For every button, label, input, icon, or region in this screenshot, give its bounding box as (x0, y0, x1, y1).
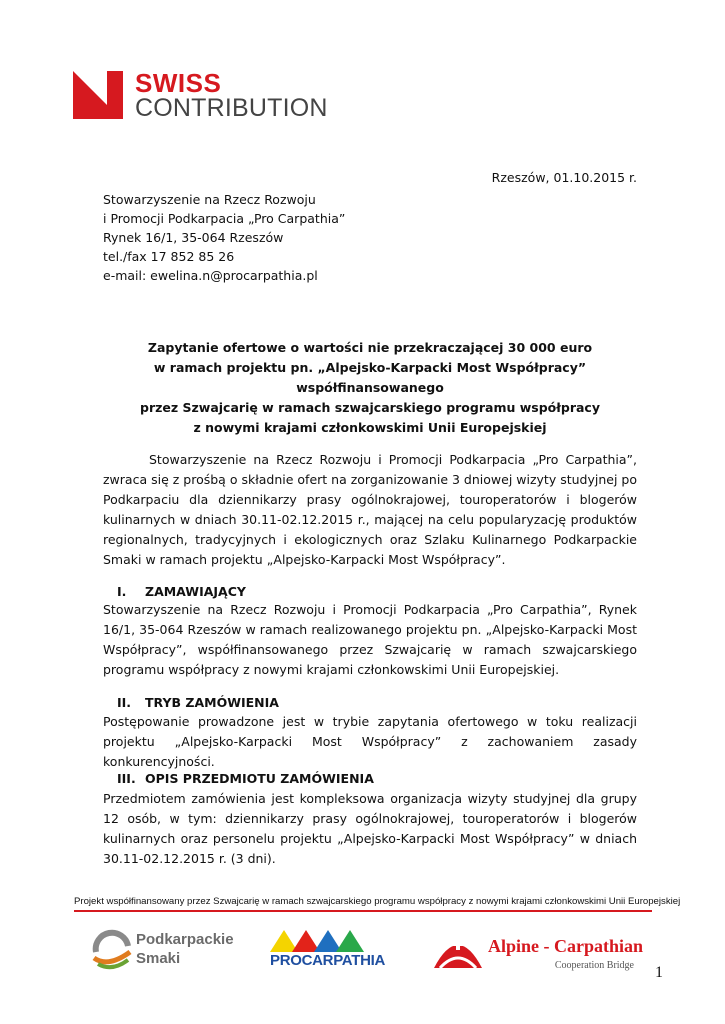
document-date: Rzeszów, 01.10.2015 r. (491, 170, 637, 185)
logo-pro-word: PRO (270, 952, 302, 969)
section-heading-2 (103, 694, 279, 712)
procarpathia-logo (268, 928, 386, 974)
address-line: tel./fax 17 852 85 26 (103, 249, 235, 264)
section-heading-3 (103, 770, 374, 788)
title-line: w ramach projektu pn. „Alpejsko-Karpacki Most Współpracy” współfinansowanego (153, 360, 587, 395)
section-text-3: Przedmiotem zamówienia jest kompleksowa organizacja wizyty studyjnej dla grupy 12 osób, w tym: dziennikarzy prasy ogólnokrajowej, touroperatorów i blogerów kulinarnych oraz personelu projektu „Alpejsko-Karpacki Most Współpracy” w dniach 30.11-02.12.2015 r. (3 dni). (103, 791, 637, 866)
section-number: III. (117, 771, 136, 786)
logo-carpathia-word: CARPATHIA (301, 952, 386, 969)
mountains-icon (268, 928, 378, 952)
swiss-contribution-logo (73, 68, 328, 123)
section-title: ZAMAWIAJĄCY (145, 584, 246, 599)
intro-paragraph: Stowarzyszenie na Rzecz Rozwoju i Promocji Podkarpacia „Pro Carpathia”, zwraca się z prośbą o składnie ofert na zorganizowanie 3 dniowej wizyty studyjnej po Podkarpaciu dla dziennikarzy prasy ogólnokrajowej, touroperatorów i blogerów kulinarnych w dniach 30.11-02.12.2015 r., mającej na celu popularyzację produktów regionalnych, tradycyjnych i ekologicznych oraz Szlaku Kulinarnego Podkarpackie Smaki w ramach projektu „Alpejsko-Karpacki Most Współpracy”. (103, 452, 637, 567)
address-email: e-mail: ewelina.n@procarpathia.pl (103, 268, 318, 283)
page-number: 1 (655, 964, 663, 981)
alpine-carpathian-subtext: Cooperation Bridge (554, 960, 634, 971)
section-title: OPIS PRZEDMIOTU ZAMÓWIENIA (145, 771, 374, 786)
section-text-1: Stowarzyszenie na Rzecz Rozwoju i Promocji Podkarpacia „Pro Carpathia”, Rynek 16/1, 35-064 Rzeszów w ramach realizowanego projektu pn. „Alpejsko-Karpacki Most Współpracy”, współfinansowanego przez Szwajcarię w ramach szwajcarskiego programu współpracy z nowymi krajami członkowskimi Unii Europejskiej. (103, 602, 637, 677)
logo-swiss-text: SWISS (135, 68, 222, 98)
footer-divider (74, 910, 652, 912)
section-text-2: Postępowanie prowadzone jest w trybie zapytania ofertowego w toku realizacji projektu „Alpejsko-Karpacki Most Współpracy” z zachowaniem zasady konkurencyjności. (103, 714, 637, 769)
logo-line: Podkarpackie (136, 931, 234, 948)
procarpathia-text (270, 952, 385, 969)
address-line: Rynek 16/1, 35-064 Rzeszów (103, 230, 284, 245)
title-line: z nowymi krajami członkowskimi Unii Europejskiej (193, 420, 547, 435)
logo-contribution-text: CONTRIBUTION (135, 94, 328, 122)
podkarpackie-smaki-logo (90, 928, 240, 974)
podkarpackie-smaki-text (136, 930, 234, 968)
address-line: Stowarzyszenie na Rzecz Rozwoju (103, 192, 316, 207)
alpine-carpathian-icon (432, 928, 484, 972)
alpine-carpathian-text: Alpine - Carpathian (488, 936, 644, 956)
address-line: i Promocji Podkarpacia „Pro Carpathia” (103, 211, 346, 226)
title-line: Zapytanie ofertowe o wartości nie przekraczającej 30 000 euro (147, 340, 593, 355)
sender-address (103, 190, 345, 285)
section-number: II. (117, 695, 132, 710)
section-heading-1 (103, 583, 246, 601)
logo-line: Smaki (136, 950, 181, 967)
swiss-flag-icon (73, 71, 123, 119)
section-title: TRYB ZAMÓWIENIA (145, 695, 279, 710)
title-line: przez Szwajcarię w ramach szwajcarskiego programu współpracy (140, 400, 600, 415)
podkarpackie-smaki-icon (90, 928, 134, 972)
footer-cofinancing-note: Projekt współfinansowany przez Szwajcarię w ramach szwajcarskiego programu współpracy z nowymi krajami członkowskimi Unii Europejskiej (74, 896, 681, 907)
document-title (100, 338, 640, 438)
alpine-carpathian-logo (432, 928, 642, 974)
section-number: I. (117, 584, 127, 599)
